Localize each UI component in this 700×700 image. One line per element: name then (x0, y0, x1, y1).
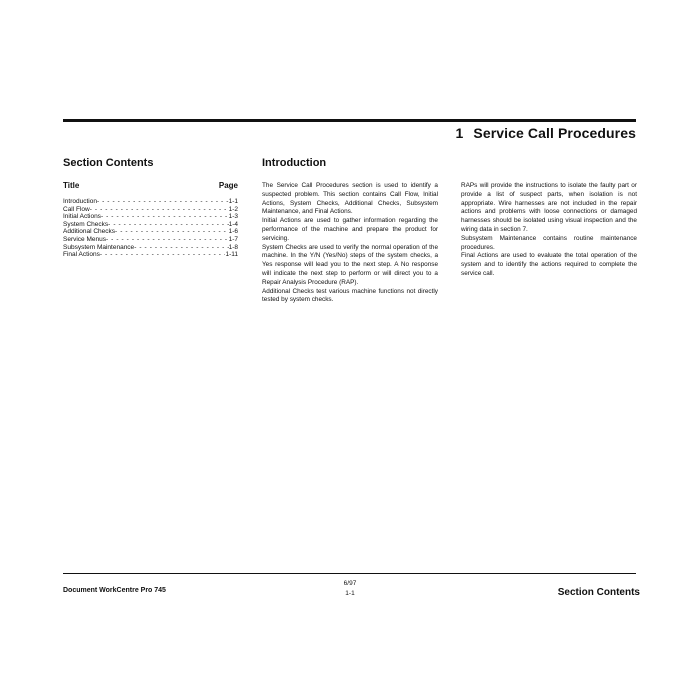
footer-section-name: Section Contents (557, 587, 640, 598)
paragraph: System Checks are used to verify the normal operation of the machine. In the Y/N (Yes/No) steps of the system checks, a Yes response will lead you to the next step. A No response will indicate the next step to perform or will direct you to a Repair Analysis Procedure (RAP). (262, 243, 438, 286)
footer-rule (63, 573, 636, 574)
toc-leader (134, 244, 228, 252)
toc-entry-page: 1-3 (228, 213, 238, 221)
toc-entry-label: Service Menus (63, 235, 106, 243)
section-contents-heading: Section Contents (63, 157, 154, 169)
paragraph: Initial Actions are used to gather information regarding the performance of the machine and prepare the product for servicing. (262, 217, 438, 242)
toc-entry-label: System Checks (63, 220, 109, 228)
toc-entry[interactable] (63, 198, 238, 206)
toc-entry[interactable] (63, 206, 238, 214)
toc-entry[interactable] (63, 236, 238, 244)
toc-leader (100, 251, 226, 259)
toc-page-column: Page (218, 181, 238, 190)
toc-entry-label: Additional Checks (63, 228, 116, 236)
toc-entry-page: 1-6 (228, 228, 238, 236)
toc-entry-page: 1-7 (228, 235, 238, 243)
toc-leader (108, 221, 228, 229)
footer-date: 6/97 (343, 580, 357, 587)
toc-entry-page: 1-8 (228, 243, 238, 251)
header-rule (63, 119, 636, 122)
introduction-column-1 (262, 182, 438, 305)
table-of-contents (63, 181, 238, 259)
footer-page-number: 1-1 (345, 590, 355, 597)
toc-entry-label: Subsystem Maintenance (63, 243, 135, 251)
toc-entry[interactable] (63, 228, 238, 236)
paragraph: Final Actions are used to evaluate the total operation of the system and to identify the actions required to complete the service call. (461, 252, 637, 277)
toc-entry-page: 1-4 (228, 220, 238, 228)
footer-center (330, 579, 370, 599)
chapter-title (456, 125, 637, 141)
toc-entry-label: Final Actions (63, 251, 100, 259)
chapter-number: 1 (455, 125, 464, 141)
toc-title-column: Title (63, 181, 80, 190)
toc-entry-label: Initial Actions (63, 213, 101, 221)
toc-entry-label: Introduction (63, 198, 97, 205)
toc-entry[interactable] (63, 221, 238, 229)
paragraph: The Service Call Procedures section is used to identify a suspected problem. This section contains Call Flow, Initial Actions, System Checks, Additional Checks, Subsystem Maintenance, and Final Actions. (262, 182, 438, 216)
introduction-column-2 (461, 182, 637, 279)
paragraph: Subsystem Maintenance contains routine maintenance procedures. (461, 234, 637, 251)
toc-leader (115, 228, 229, 236)
toc-entry-label: Call Flow (63, 205, 90, 213)
paragraph: Additional Checks test various machine functions not directly tested by system checks. (262, 287, 438, 304)
toc-entry-page: 1-1 (228, 198, 238, 205)
toc-entry-page: 1-2 (228, 205, 238, 213)
toc-entry[interactable] (63, 244, 238, 252)
chapter-title-text: Service Call Procedures (473, 125, 636, 141)
toc-entry[interactable] (63, 213, 238, 221)
toc-entry-page: 1-11 (225, 251, 238, 259)
paragraph: RAPs will provide the instructions to isolate the faulty part or provide a list of suspect parts, when isolation is not appropriate. Wire harnesses are not included in the repair actions and problems with loose connections or damaged harnesses should be isolated using visual inspection and the wiring data in section 7. (461, 182, 637, 233)
toc-leader (97, 198, 229, 206)
toc-header (63, 181, 238, 190)
footer-document-title: Document WorkCentre Pro 745 (63, 587, 166, 594)
toc-leader (90, 206, 229, 214)
toc-entry[interactable] (63, 251, 238, 259)
toc-leader (101, 213, 229, 221)
introduction-heading: Introduction (262, 157, 327, 169)
toc-leader (106, 236, 229, 244)
